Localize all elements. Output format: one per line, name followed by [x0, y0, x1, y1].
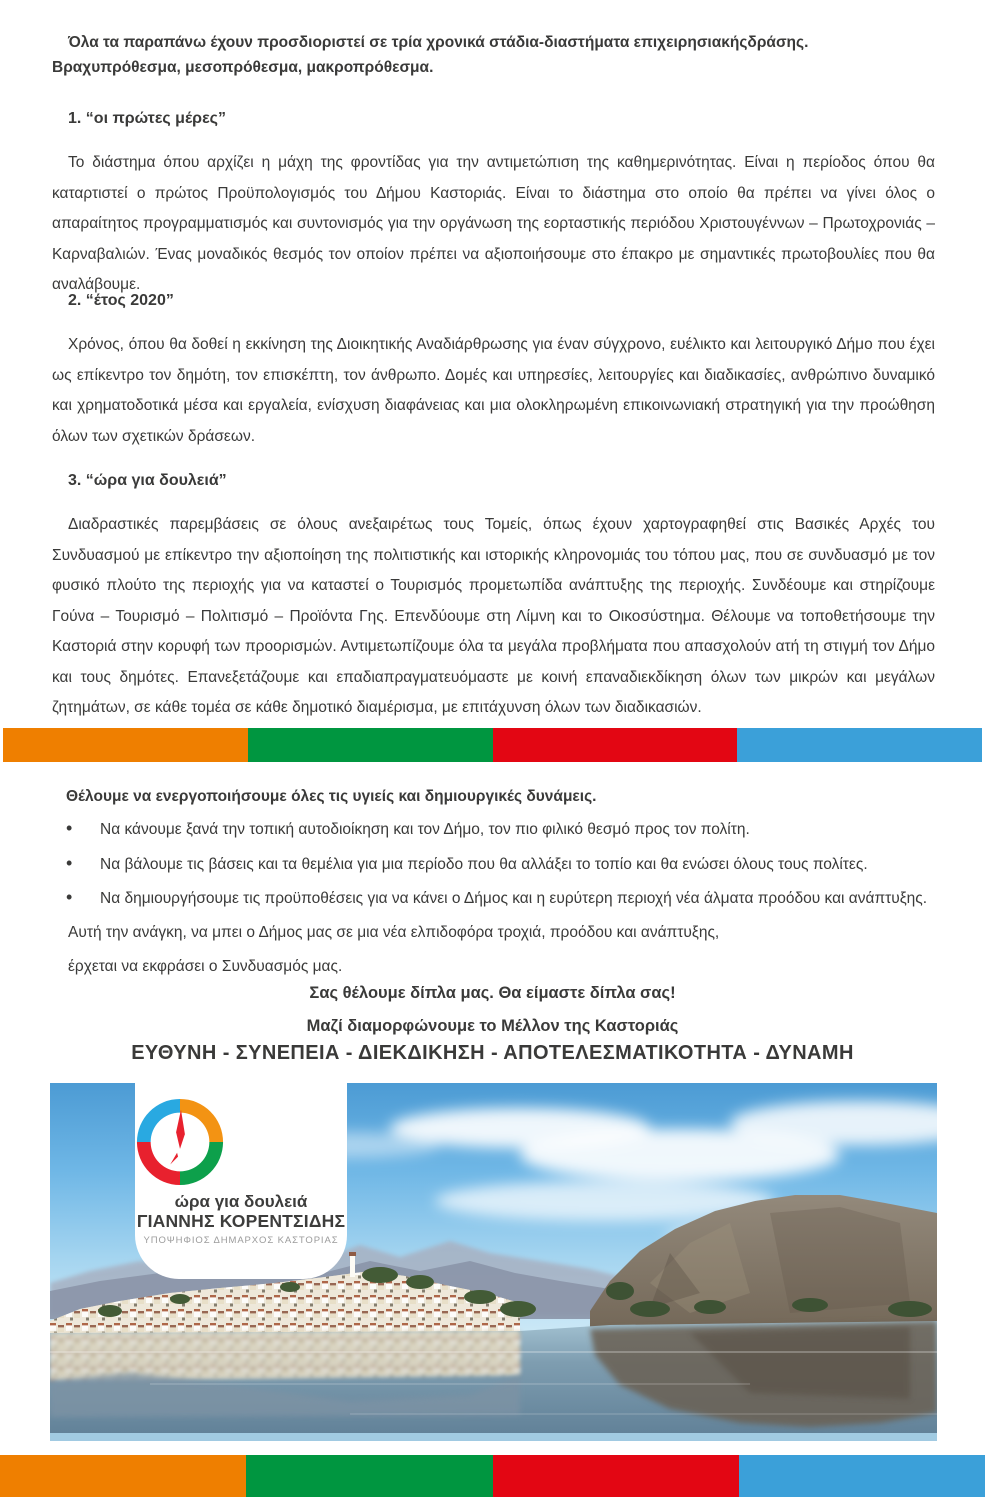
section-3-body: Διαδραστικές παρεμβάσεις σε όλους ανεξαιρέτως τους Τομείς, όπως έχουν χαρτογραφηθεί στις Βασικές Αρχές του Συνδυασμού με επίκεντρο την αξιοποίηση της πολιτιστικής και ιστορικής κληρονομιάς του τόπου μας, που σε συνδυασμό με τον φυσικό πλούτο της περιοχής για να καταστεί ο Τουρισμός προμετωπίδα ανάπτυξης της περιοχής. Συνδέουμε και στηρίζουμε Γούνα – Τουρισμό – Πολιτισμό – Προϊόντα Γης. Επενδύουμε στη Λίμνη και το Οικοσύστημα. Θέλουμε να τοποθετήσουμε την Καστοριά στην κορυφή των προορισμών. Αντιμετωπίζουμε όλα τα μεγάλα προβλήματα που απασχολούν ατή τη στιγμή τον Δήμο και τους δημότες. Επανεξετάζουμε και επαδιαπραγματευόμαστε με κοινή επαναδιεκδίκηση όλων των μικρών και μεγάλων ζητημάτων, σε κάθε τομέα σε κάθε δημοτικό διαμέρισμα, με επιτάχυνση όλων των διαδικασιών. — [52, 516, 935, 716]
divider-segment-red — [493, 1455, 739, 1497]
intro-paragraph — [52, 30, 935, 80]
divider-segment-orange — [0, 1455, 246, 1497]
clock-minute-hand — [176, 1110, 185, 1149]
section-3-heading: 3. “ώρα για δουλειά” — [68, 472, 227, 489]
clock-logo-icon — [135, 1097, 225, 1187]
slogan-line-1: Σας θέλουμε δίπλα μας. Θα είμαστε δίπλα σας! — [309, 984, 676, 1002]
candidate-role: ΥΠΟΨΗΦΙΟΣ ΔΗΜΑΡΧΟΣ ΚΑΣΤΟΡΙΑΣ — [143, 1235, 339, 1246]
lake-photo — [50, 1083, 937, 1441]
bullet-list — [52, 820, 935, 924]
ring-bottom-right — [180, 1142, 223, 1185]
ring-top-left — [137, 1099, 180, 1142]
list-item: • Να βάλουμε τις βάσεις και τα θεμέλια για μια περίοδο που θα αλλάξει το τοπίο και θα ενώσει όλους τους πολίτες. — [52, 855, 935, 875]
section-2-body: Χρόνος, όπου θα δοθεί η εκκίνηση της Διοικητικής Αναδιάρθρωσης για έναν σύγχρονο, ευέλικτο και λειτουργικό Δήμο που έχει ως επίκεντρο τον δημότη, τον επισκέπτη, τον άνθρωπο. Δομές και υπηρεσίες, λειτουργίες και διαδικασίες, ανθρώπινο δυναμικό και χρηματοδοτικά μέσα και εργαλεία, ενίσχυση διαφάνειας και μια ολοκληρωμένη επικοινωνιακή στρατηγική για την προώθηση όλων των σχετικών δράσεων. — [52, 336, 935, 445]
color-divider-top — [3, 728, 982, 762]
logo-card — [135, 1083, 347, 1279]
section-2-heading: 2. “έτος 2020” — [68, 292, 174, 309]
divider-segment-orange — [3, 728, 248, 762]
divider-segment-blue — [739, 1455, 985, 1497]
divider-segment-green — [248, 728, 493, 762]
logo-tagline: ώρα για δουλειά — [174, 1192, 308, 1211]
intro-line-1: Όλα τα παραπάνω έχουν προσδιοριστεί σε τρία χρονικά στάδια-διαστήματα επιχειρησιακήςδράσης. — [68, 34, 809, 51]
section-1-heading: 1. “οι πρώτες μέρες” — [68, 110, 226, 127]
color-divider-bottom — [0, 1455, 985, 1497]
section-1-body: Το διάστημα όπου αρχίζει η μάχη της φροντίδας για την αντιμετώπιση της καθημερινότητας. Είναι η περίοδος όπου θα καταρτιστεί ο πρώτος Προϋπολογισμός του Δήμου Καστοριάς. Είναι το διάστημα στο οποίο θα πρέπει να γίνει όλος ο απαραίτητος προγραμματισμός και συντονισμός για την οργάνωση της εορταστικής περιόδου Χριστουγέννων – Πρωτοχρονιάς – Καρναβαλιών. Ένας μοναδικός θεσμός τον οποίον πρέπει να αξιοποιήσουμε στο έπακρο με σημαντικές πρωτοβουλίες που θα αναλάβουμε. — [52, 154, 935, 293]
closing-line-1: Αυτή την ανάγκη, να μπει ο Δήμος μας σε μια νέα ελπιδοφόρα τροχιά, προόδου και ανάπτυξης, — [68, 924, 720, 941]
candidate-name: ΓΙΑΝΝΗΣ ΚΟΡΕΝΤΣΙΔΗΣ — [136, 1211, 346, 1231]
clock-hour-hand — [170, 1153, 178, 1165]
ring-top-right — [180, 1099, 223, 1142]
list-item: • Να κάνουμε ξανά την τοπική αυτοδιοίκηση και τον Δήμο, τον πιο φιλικό θεσμό προς τον πολίτη. — [52, 820, 935, 840]
divider-segment-red — [493, 728, 738, 762]
ring-bottom-left — [137, 1142, 180, 1185]
values-slogan: ΕΥΘΥΝΗ - ΣΥΝΕΠΕΙΑ - ΔΙΕΚΔΙΚΗΣΗ - ΑΠΟΤΕΛΕΣΜΑΤΙΚΟΤΗΤΑ - ΔΥΝΑΜΗ — [131, 1042, 854, 1064]
divider-segment-blue — [737, 728, 982, 762]
intro-line-2: Βραχυπρόθεσμα, μεσοπρόθεσμα, μακροπρόθεσμα. — [52, 59, 434, 76]
slogan-line-2: Μαζί διαμορφώνουμε το Μέλλον της Καστοριάς — [306, 1017, 679, 1035]
closing-line-2: έρχεται να εκφράσει ο Συνδυασμός μας. — [68, 958, 343, 975]
list-item: • Να δημιουργήσουμε τις προϋποθέσεις για να κάνει ο Δήμος και η ευρύτερη περιοχή νέα άλματα προόδου και ανάπτυξης. — [52, 889, 935, 909]
activate-lead: Θέλουμε να ενεργοποιήσουμε όλες τις υγιείς και δημιουργικές δυνάμεις. — [66, 788, 597, 805]
divider-segment-green — [246, 1455, 492, 1497]
